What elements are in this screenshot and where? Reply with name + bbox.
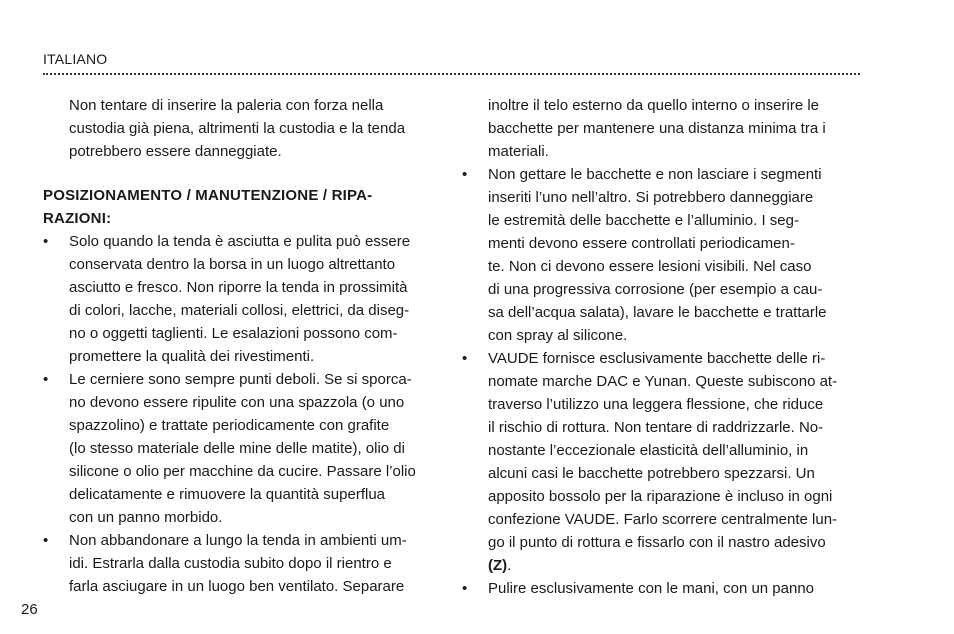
bullet-icon: • <box>43 532 49 549</box>
text-line: custodia già piena, altrimenti la custodia e la tenda <box>69 120 406 137</box>
page-header-language: ITALIANO <box>43 51 108 67</box>
bullet-icon: • <box>462 580 468 597</box>
text-line: VAUDE fornisce esclusivamente bacchette delle ri- <box>488 350 826 367</box>
text-line: promettere la qualità dei rivestimenti. <box>69 348 315 365</box>
text-line <box>462 554 866 577</box>
text-line: il rischio di rottura. Non tentare di raddrizzarle. No- <box>488 419 824 436</box>
text-line: con un panno morbido. <box>69 509 223 526</box>
text-line: di una progressiva corrosione (per esempio a cau- <box>488 281 823 298</box>
text-line: no devono essere ripulite con una spazzola (o uno <box>69 394 405 411</box>
text-line: delicatamente e rimuovere la quantità superflua <box>69 486 386 503</box>
text-line: di colori, lacche, materiali collosi, elettrici, da diseg- <box>69 302 410 319</box>
text-line: potrebbero essere danneggiate. <box>69 143 282 160</box>
text-line: go il punto di rottura e fissarlo con il nastro adesivo <box>488 534 826 551</box>
text-line: Non abbandonare a lungo la tenda in ambienti um- <box>69 532 407 549</box>
text-line: spazzolino) e trattate periodicamente con grafite <box>69 417 390 434</box>
continuation-paragraph <box>462 94 866 163</box>
text-line: bacchette per mantenere una distanza minima tra i <box>488 120 826 137</box>
text-line: no o oggetti taglienti. Le esalazioni possono com- <box>69 325 398 342</box>
bullet-item-poles-care <box>462 163 866 347</box>
heading-line: RAZIONI: <box>43 210 112 227</box>
text-line: inoltre il telo esterno da quello interno o inserire le <box>488 97 820 114</box>
bullet-icon: • <box>462 166 468 183</box>
text-line: alcuni casi le bacchette potrebbero spezzarsi. Un <box>488 465 815 482</box>
text-line: materiali. <box>488 143 549 160</box>
text-line: confezione VAUDE. Farlo scorrere centralmente lun- <box>488 511 838 528</box>
text-line: apposito bossolo per la riparazione è incluso in ogni <box>488 488 833 505</box>
text-line: le estremità delle bacchette e l’alluminio. I seg- <box>488 212 799 229</box>
text-line: nostante l’eccezionale elasticità dell’alluminio, in <box>488 442 809 459</box>
sentence-end: . <box>507 557 512 574</box>
heading-line: POSIZIONAMENTO / MANUTENZIONE / RIPA- <box>43 187 373 204</box>
text-line: Solo quando la tenda è asciutta e pulita può essere <box>69 233 411 250</box>
bullet-item-zippers <box>43 368 443 529</box>
bullet-item-storage <box>43 230 443 368</box>
bullet-icon: • <box>43 371 49 388</box>
bullet-item-cleaning <box>462 577 866 600</box>
text-line: te. Non ci devono essere lesioni visibili. Nel caso <box>488 258 812 275</box>
text-line: (lo stesso materiale delle mine delle matite), olio di <box>69 440 405 457</box>
text-line: farla asciugare in un luogo ben ventilato. Separare <box>69 578 405 595</box>
text-line: menti devono essere controllati periodicamen- <box>488 235 795 252</box>
text-line: Pulire esclusivamente con le mani, con un panno <box>488 580 815 597</box>
intro-paragraph <box>43 94 443 163</box>
bullet-item-poles-repair <box>462 347 866 577</box>
bullet-icon: • <box>43 233 49 250</box>
text-line: inseriti l’uno nell’altro. Si potrebbero danneggiare <box>488 189 814 206</box>
text-line: Le cerniere sono sempre punti deboli. Se si sporca- <box>69 371 412 388</box>
section-heading <box>43 184 443 230</box>
text-line: sa dell’acqua salata), lavare le bacchette e trattarle <box>488 304 827 321</box>
bullet-icon: • <box>462 350 468 367</box>
right-column <box>462 94 866 600</box>
page-number: 26 <box>21 601 38 618</box>
left-column <box>43 94 443 598</box>
text-line: nomate marche DAC e Yunan. Queste subiscono at- <box>488 373 838 390</box>
text-line: con spray al silicone. <box>488 327 628 344</box>
text-line: Non gettare le bacchette e non lasciare i segmenti <box>488 166 822 183</box>
bullet-item-humidity <box>43 529 443 598</box>
header-dotted-divider <box>43 73 860 75</box>
text-line: idi. Estrarla dalla custodia subito dopo il rientro e <box>69 555 392 572</box>
text-line: silicone o olio per macchine da cucire. Passare l’olio <box>69 463 416 480</box>
figure-reference: (Z) <box>488 557 508 574</box>
text-line: conservata dentro la borsa in un luogo altrettanto <box>69 256 396 273</box>
text-line: Non tentare di inserire la paleria con forza nella <box>69 97 384 114</box>
text-line: traverso l’utilizzo una leggera flessione, che riduce <box>488 396 824 413</box>
text-line: asciutto e fresco. Non riporre la tenda in prossimità <box>69 279 408 296</box>
